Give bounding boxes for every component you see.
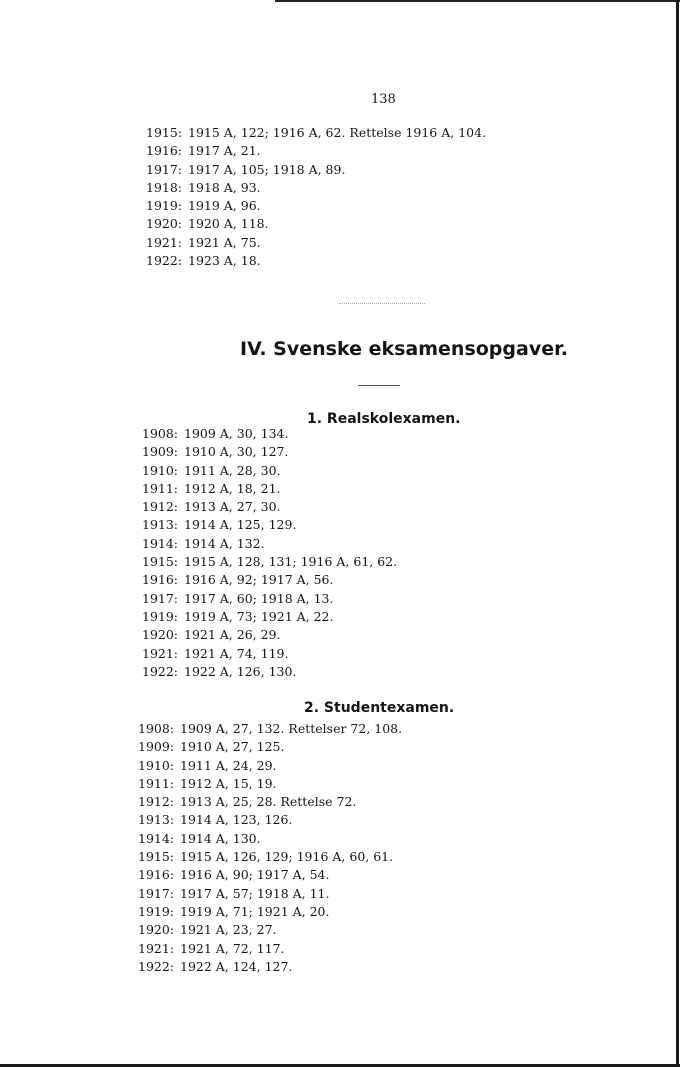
entry-row — [138, 848, 402, 866]
entry-reference: 1914 A, 130. — [180, 830, 261, 846]
entry-reference: 1917 A, 60; 1918 A, 13. — [184, 590, 334, 606]
entry-reference: 1914 A, 132. — [184, 535, 265, 551]
entry-row — [142, 462, 397, 480]
entry-row — [138, 921, 402, 939]
entry-year: 1914: — [138, 830, 175, 846]
entry-row — [142, 443, 397, 461]
entry-year: 1915: — [142, 554, 179, 570]
entry-row — [146, 197, 486, 215]
entry-reference: 1921 A, 26, 29. — [184, 627, 281, 643]
entry-reference: 1910 A, 30, 127. — [184, 444, 289, 460]
entry-reference: 1911 A, 28, 30. — [184, 462, 281, 478]
entry-reference: 1915 A, 126, 129; 1916 A, 60, 61. — [180, 849, 394, 865]
entry-row — [142, 645, 397, 663]
entry-reference: 1921 A, 23, 27. — [180, 922, 277, 938]
entry-year: 1916: — [138, 867, 175, 883]
entry-year: 1909: — [138, 739, 175, 755]
entry-reference: 1922 A, 126, 130. — [184, 663, 297, 679]
entry-row — [142, 480, 397, 498]
entry-row — [142, 626, 397, 644]
entry-reference: 1922 A, 124, 127. — [180, 958, 293, 974]
entry-year: 1920: — [142, 627, 179, 643]
entry-year: 1915: — [138, 849, 175, 865]
entry-row — [142, 425, 397, 443]
entry-year: 1914: — [142, 535, 179, 551]
entry-year: 1912: — [138, 794, 175, 810]
entry-reference: 1921 A, 74, 119. — [184, 645, 289, 661]
heading-rule — [358, 385, 400, 386]
entry-year: 1920: — [138, 922, 175, 938]
entry-row — [138, 958, 402, 976]
entry-row — [138, 775, 402, 793]
entry-row — [142, 663, 397, 681]
entry-row — [146, 161, 486, 179]
entry-reference: 1915 A, 122; 1916 A, 62. Rettelse 1916 A, 104. — [188, 125, 487, 140]
entry-year: 1922: — [142, 663, 179, 679]
entry-reference: 1918 A, 93. — [188, 179, 261, 195]
realskolexamen-entry-list — [142, 425, 397, 681]
entry-year: 1920: — [146, 216, 183, 232]
entry-reference: 1921 A, 75. — [188, 234, 261, 250]
entry-year: 1921: — [142, 645, 179, 661]
entry-year: 1908: — [142, 426, 179, 441]
entry-year: 1919: — [138, 903, 175, 919]
entry-year: 1910: — [142, 462, 179, 478]
entry-reference: 1914 A, 125, 129. — [184, 517, 297, 533]
entry-row — [138, 866, 402, 884]
section-title-realskolexamen: 1. Realskolexamen. — [307, 411, 461, 427]
entry-reference: 1909 A, 30, 134. — [184, 426, 289, 441]
entry-reference: 1923 A, 18. — [188, 253, 261, 269]
entry-row — [138, 811, 402, 829]
entry-year: 1918: — [146, 179, 183, 195]
entry-row — [138, 940, 402, 958]
entry-year: 1909: — [142, 444, 179, 460]
entry-reference: 1913 A, 27, 30. — [184, 499, 281, 515]
entry-reference: 1919 A, 96. — [188, 198, 261, 214]
entry-row — [138, 757, 402, 775]
entry-reference: 1919 A, 73; 1921 A, 22. — [184, 608, 334, 624]
right-scan-edge — [676, 0, 679, 1067]
entry-row — [142, 571, 397, 589]
entry-reference: 1915 A, 128, 131; 1916 A, 61, 62. — [184, 554, 398, 570]
entry-row — [146, 179, 486, 197]
entry-year: 1919: — [142, 608, 179, 624]
entry-year: 1915: — [146, 125, 183, 140]
entry-reference: 1912 A, 18, 21. — [184, 480, 281, 496]
entry-year: 1922: — [146, 253, 183, 269]
studentexamen-entry-list — [138, 720, 402, 976]
entry-reference: 1911 A, 24, 29. — [180, 757, 277, 773]
entry-year: 1916: — [146, 143, 183, 159]
entry-row — [146, 215, 486, 233]
entry-year: 1910: — [138, 757, 175, 773]
entry-year: 1922: — [138, 958, 175, 974]
entry-reference: 1919 A, 71; 1921 A, 20. — [180, 903, 330, 919]
entry-reference: 1921 A, 72, 117. — [180, 940, 285, 956]
entry-row — [142, 553, 397, 571]
entry-year: 1916: — [142, 572, 179, 588]
entry-year: 1911: — [138, 775, 175, 791]
entry-row — [142, 608, 397, 626]
entry-reference: 1920 A, 118. — [188, 216, 269, 232]
main-heading: IV. Svenske eksamensopgaver. — [240, 338, 568, 360]
entry-year: 1921: — [146, 234, 183, 250]
entry-year: 1919: — [146, 198, 183, 214]
section-title-studentexamen: 2. Studentexamen. — [304, 700, 455, 716]
entry-reference: 1916 A, 90; 1917 A, 54. — [180, 867, 330, 883]
entry-row — [142, 498, 397, 516]
entry-reference: 1917 A, 57; 1918 A, 11. — [180, 885, 330, 901]
entry-row — [138, 720, 402, 738]
entry-row — [146, 142, 486, 160]
entry-row — [138, 738, 402, 756]
entry-row — [146, 124, 486, 142]
entry-year: 1911: — [142, 480, 179, 496]
entry-year: 1913: — [138, 812, 175, 828]
entry-year: 1917: — [138, 885, 175, 901]
entry-row — [142, 590, 397, 608]
entry-year: 1908: — [138, 721, 175, 736]
entry-reference: 1912 A, 15, 19. — [180, 775, 277, 791]
entry-year: 1917: — [146, 161, 183, 177]
entry-row — [146, 234, 486, 252]
entry-row — [138, 793, 402, 811]
entry-row — [142, 516, 397, 534]
entry-year: 1912: — [142, 499, 179, 515]
entry-row — [138, 903, 402, 921]
entry-year: 1913: — [142, 517, 179, 533]
entry-reference: 1916 A, 92; 1917 A, 56. — [184, 572, 334, 588]
entry-row — [142, 535, 397, 553]
entry-reference: 1909 A, 27, 132. Rettelser 72, 108. — [180, 721, 403, 736]
entry-year: 1921: — [138, 940, 175, 956]
entry-year: 1917: — [142, 590, 179, 606]
entry-row — [146, 252, 486, 270]
entry-reference: 1910 A, 27, 125. — [180, 739, 285, 755]
section-separator — [339, 303, 425, 304]
page-number: 138 — [371, 92, 396, 107]
entry-reference: 1917 A, 105; 1918 A, 89. — [188, 161, 346, 177]
entry-reference: 1913 A, 25, 28. Rettelse 72. — [180, 794, 357, 810]
entry-row — [138, 885, 402, 903]
top-scan-edge — [275, 0, 680, 2]
entry-row — [138, 830, 402, 848]
intro-entry-list — [146, 124, 486, 270]
entry-reference: 1917 A, 21. — [188, 143, 261, 159]
entry-reference: 1914 A, 123, 126. — [180, 812, 293, 828]
